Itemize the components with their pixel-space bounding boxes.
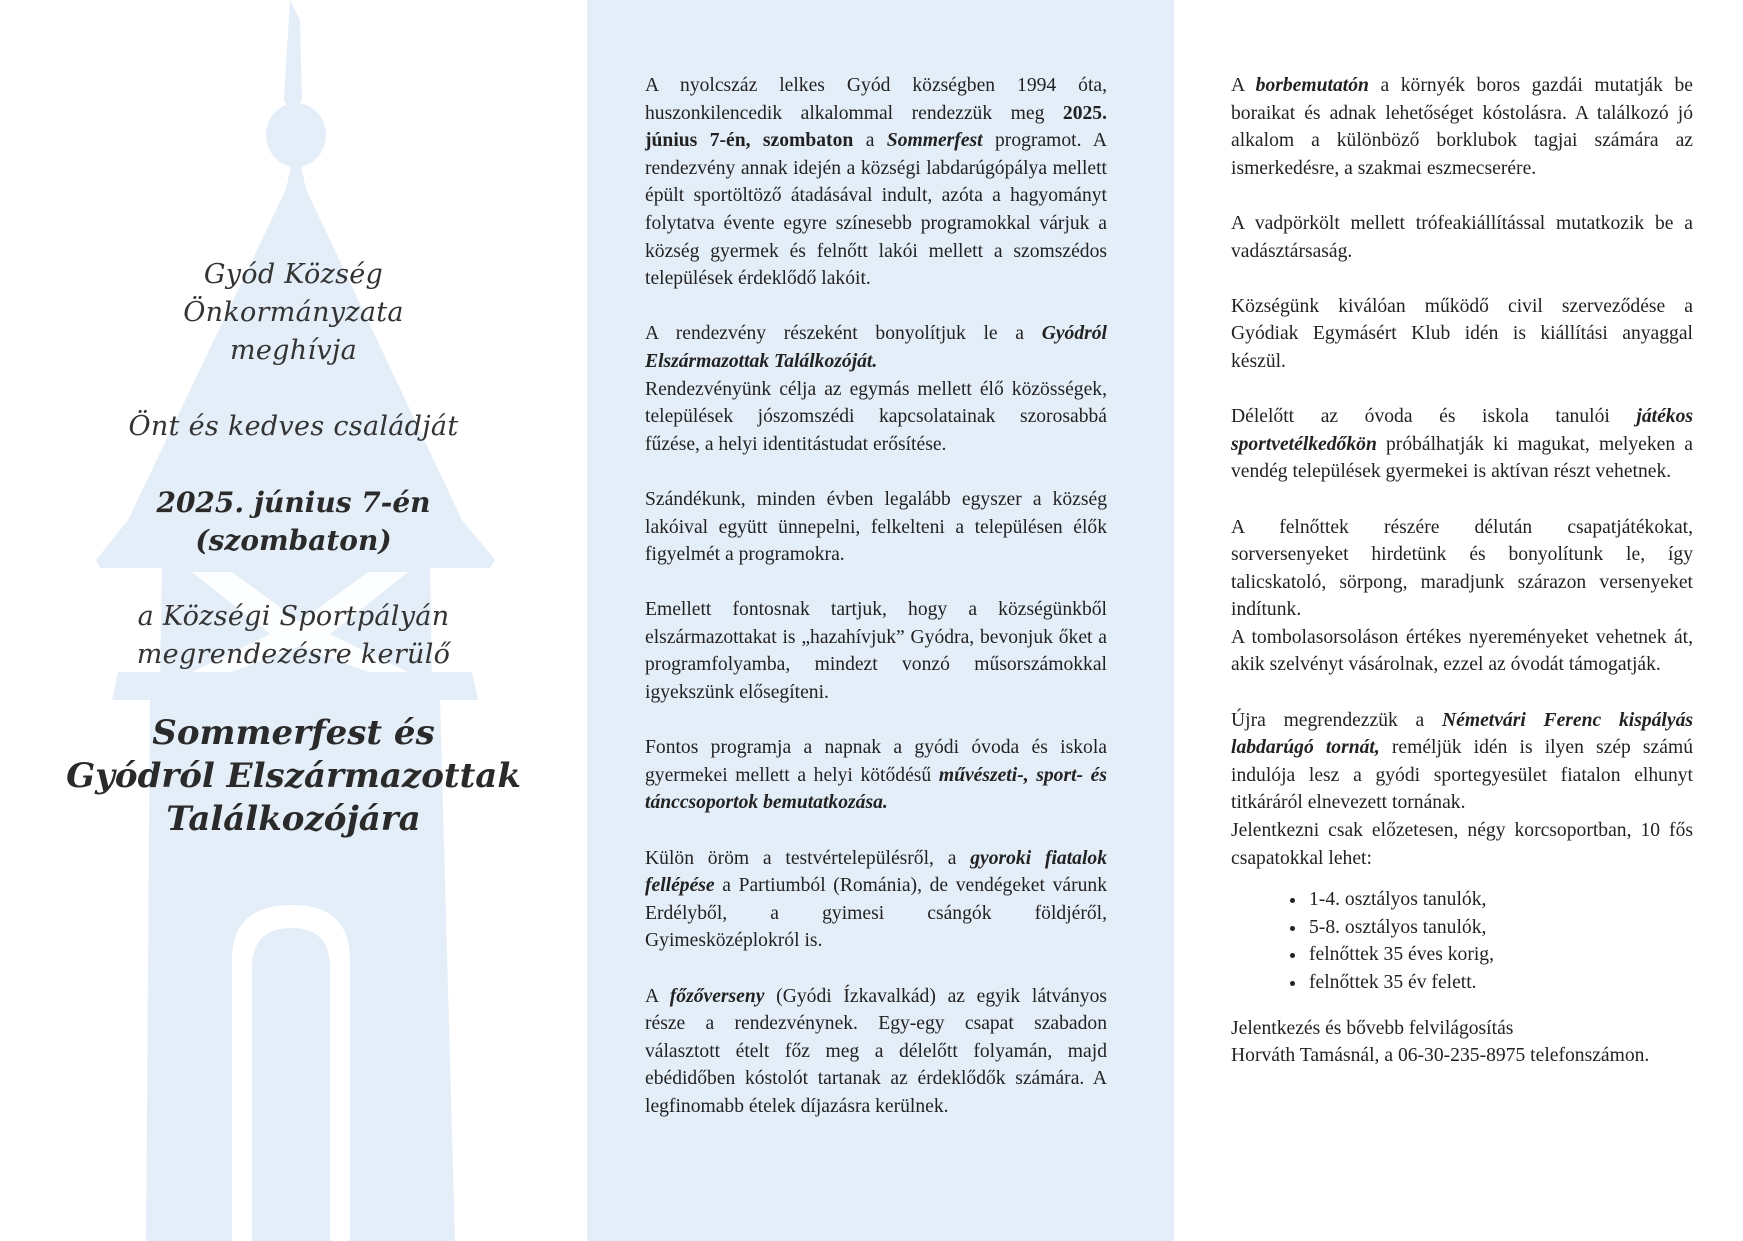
wine-highlight: borbemutatón xyxy=(1255,75,1369,96)
guests-paragraph xyxy=(645,845,1107,955)
intro-text: A nyolcszáz lelkes Gyód községben 1994 óta, huszonkilencedik alkalommal rendezzük meg xyxy=(645,75,1107,124)
intro-text: programot. A rendezvény annak idején a községi labdarúgópálya mellett épült sportöltöző átadásával indult, azóta a hagyományt folytatva évente egyre színesebb programokkal várjuk a község gyermek és felnőtt lakói mellett a szomszédos települések érdeklődő lakóit. xyxy=(645,130,1107,290)
contact-details: Horváth Tamásnál, a 06-30-235-8975 telefonszámon. xyxy=(1231,1045,1650,1067)
football-text: reméljük idén is ilyen szép számú indulója lesz a gyódi sportegyesület fiatalon elhunyt titkáráról elnevezett tornának. xyxy=(1231,737,1693,814)
football-paragraph xyxy=(1231,707,1693,873)
adult-games-paragraph: A felnőttek részére délután csapatjátékokat, sorversenyeket hirdetünk és bonyolítunk le, így talicskatoló, sörpong, maradjunk szárazon versenyeket indítunk. xyxy=(1231,516,1693,621)
event-title-line-3: Találkozójára xyxy=(166,799,421,839)
meeting-paragraph xyxy=(645,320,1107,458)
groups-text: Fontos programja a napnak a gyódi óvoda és iskola gyermekei mellett a helyi kötődésű xyxy=(645,737,1107,786)
invitation-panel xyxy=(0,0,587,1241)
kids-sports-text: próbálhatják ki magukat, melyeken a vendég települések gyermekei is aktívan részt vehetnek. xyxy=(1231,433,1693,483)
program-details-text xyxy=(1231,72,1693,1070)
invitee-line: Önt és kedves családját xyxy=(128,411,459,442)
program-description-text xyxy=(645,72,1107,1121)
meeting-goal: Rendezvényünk célja az egymás mellett élő közösségek, települések jószomszédi kapcsolatainak szorosabbá fűzése, a helyi identitástudat erősítése. xyxy=(645,378,1107,455)
groups-paragraph xyxy=(645,734,1107,817)
kids-sports-paragraph xyxy=(1231,403,1693,486)
wine-text: a környék boros gazdái mutatják be boraikat és adnak lehetőséget kóstolásra. A találkozó jó alkalom a különböző borklubok tagjai számára az ismerkedésre, a szakmai eszmecserére. xyxy=(1231,75,1694,179)
intro-paragraph xyxy=(645,72,1107,293)
inviter-line-1: Gyód Község xyxy=(203,259,384,290)
event-place-line-2: megrendezésre kerülő xyxy=(136,639,451,670)
guests-text: a Partiumból (Románia), de vendégeket várunk Erdélyből, a gyimesi csángók földjéről, Gyimesközéplokról is. xyxy=(645,875,1107,952)
contact-paragraph xyxy=(1231,1015,1693,1070)
guests-text: Külön öröm a testvértelepülésről, a xyxy=(645,847,971,869)
groups-highlight: művészeti-, sport- és tánccsoportok bemutatkozása. xyxy=(645,764,1107,814)
raffle-paragraph: A tombolasorsoláson értékes nyereményeket vehetnek át, akik szelvényt vásárolnak, ezzel az óvodát támogatják. xyxy=(1231,626,1693,676)
meeting-text: A rendezvény részeként bonyolítjuk le a xyxy=(645,323,1042,345)
list-item: • 5-8. osztályos tanulók, xyxy=(1307,914,1693,942)
kids-sports-text: Délelőtt az óvoda és iskola tanulói xyxy=(1231,406,1637,428)
event-title-line-2: Gyódról Elszármazottak xyxy=(66,756,521,796)
meeting-name: Gyódról Elszármazottak Találkozóját. xyxy=(645,323,1107,372)
game-stew-paragraph: A vadpörkölt mellett trófeakiállítással mutatkozik be a vadásztársaság. xyxy=(1231,212,1693,262)
cooking-paragraph xyxy=(645,983,1107,1121)
wine-text: A xyxy=(1231,75,1256,96)
inviter-line-3: meghívja xyxy=(229,335,357,366)
program-description-panel xyxy=(587,0,1174,1241)
intro-date: 2025. június 7-én, szombaton xyxy=(645,102,1107,152)
cooking-text: (Gyódi Ízkavalkád) az egyik látványos része a rendezvénynek. Egy-egy csapat szabadon választott ételt főz meg a délelőtt folyamán, majd ebédidőben kóstolót tartanak az érdeklődők számára. A legfinomabb ételek díjazásra kerülnek. xyxy=(645,985,1107,1117)
football-highlight: Németvári Ferenc kispályás labdarúgó tornát, xyxy=(1231,709,1693,759)
event-day: (szombaton) xyxy=(195,524,392,557)
event-date: 2025. június 7-én xyxy=(156,486,431,519)
event-place-line-1: a Községi Sportpályán xyxy=(137,601,450,632)
cooking-text: A xyxy=(645,985,670,1007)
wine-paragraph xyxy=(1231,72,1693,182)
invitation-text xyxy=(60,256,527,841)
intro-text: a xyxy=(853,130,887,152)
event-title-line-1: Sommerfest és xyxy=(152,713,435,753)
guests-highlight: gyoroki fiatalok fellépése xyxy=(645,847,1107,897)
emigrants-paragraph: Emellett fontosnak tartjuk, hogy a községünkből elszármazottakat is „hazahívjuk” Gyódra, bevonjuk őket a programfolyamba, mindezt vonzó műsorszámokkal igyekszünk elősegíteni. xyxy=(645,599,1107,704)
age-group-list xyxy=(1231,886,1693,996)
intro-event-name: Sommerfest xyxy=(886,130,983,152)
list-item: • felnőttek 35 év felett. xyxy=(1307,969,1693,997)
contact-intro: Jelentkezés és bővebb felvilágosítás xyxy=(1231,1017,1514,1039)
club-paragraph: Községünk kiválóan működő civil szerveződése a Gyódiak Egymásért Klub idén is kiállítási anyaggal készül. xyxy=(1231,295,1693,372)
list-item: • felnőttek 35 éves korig, xyxy=(1307,941,1693,969)
kids-sports-highlight: játékos sportvetélkedőkön xyxy=(1231,406,1693,455)
cooking-highlight: főzőverseny xyxy=(669,985,765,1007)
inviter-line-2: Önkormányzata xyxy=(183,297,404,328)
football-text: Újra megrendezzük a xyxy=(1231,709,1442,731)
intent-paragraph: Szándékunk, minden évben legalább egyszer a község lakóival együtt ünnepelni, felkelteni a településen élők figyelmét a programokra. xyxy=(645,488,1107,566)
program-details-panel xyxy=(1174,0,1743,1241)
list-item: • 1-4. osztályos tanulók, xyxy=(1307,886,1693,914)
football-registration: Jelentkezni csak előzetesen, négy korcsoportban, 10 fős csapatokkal lehet: xyxy=(1231,820,1693,869)
